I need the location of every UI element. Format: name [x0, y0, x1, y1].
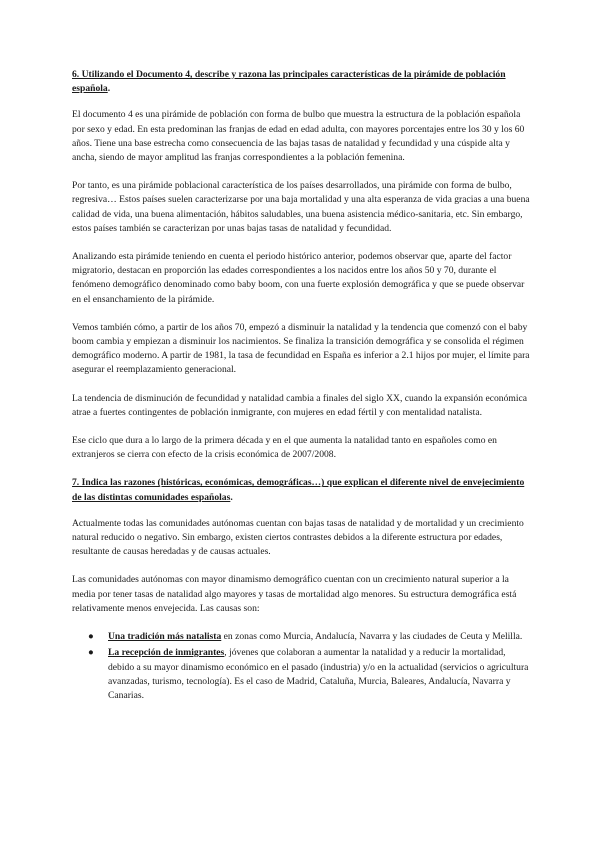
document-page: [72, 68, 530, 705]
q6-paragraph-1: El documento 4 es una pirámide de población con forma de bulbo que muestra la estructura de la población española por sexo y edad. En esta predominan las franjas de edad en edad adulta, con mayores porcentajes entre los 30 y los 60 años. Tiene una base estrecha como consecuencia de las bajas tasas de natalidad y fecundidad y una cúspide alta y ancha, siendo de mayor amplitud las franjas correspondientes a la población femenina.: [72, 109, 525, 164]
list-item-lead: Una tradición más natalista: [108, 631, 222, 643]
list-item: [88, 646, 530, 703]
question-7-heading: [72, 476, 530, 504]
bullet-icon: ●: [88, 647, 94, 659]
q6-paragraph-4: Vemos también cómo, a partir de los años 70, empezó a disminuir la natalidad y la tendencia que comenzó con el baby boom cambia y empiezan a disminuir los nacimientos. Se finaliza la transición demográfica y se consolida el régimen demográfico moderno. A partir de 1981, la tasa de fecundidad en España es inferior a 2.1 hijos por mujer, el límite para asegurar el reemplazamiento generacional.: [72, 321, 530, 376]
q6-paragraph-6: Ese ciclo que dura a lo largo de la primera década y en el que aumenta la natalidad tanto en españoles como en extranjeros se cierra con efecto de la crisis económica de 2007/2008.: [72, 435, 497, 461]
q6-paragraph-5: La tendencia de disminución de fecundidad y natalidad cambia a finales del siglo XX, cuando la expansión económica atrae a fuertes contingentes de población inmigrante, con mujeres en edad fértil y con mentalidad natalista.: [72, 392, 528, 418]
list-item: [88, 630, 530, 644]
q7-paragraph-2: Las comunidades autónomas con mayor dinamismo demográfico cuentan con un crecimiento natural superior a la media por tener tasas de natalidad algo mayores y tasas de mortalidad algo menores. Su estructura demográfica está relativamente menos envejecida. Las causas son:: [72, 574, 517, 614]
list-item-lead: La recepción de inmigrantes: [108, 647, 225, 659]
list-item-text: , jóvenes que colaboran a aumentar la natalidad y a reducir la mortalidad, debido a su mayor dinamismo económico en el pasado (industria) y/o en la actualidad (servicios o agricultura avanzadas, turismo, tecnología). Es el caso de Madrid, Cataluña, Murcia, Baleares, Andalucía, Navarra y Canarias.: [108, 647, 529, 701]
list-item-text: en zonas como Murcia, Andalucía, Navarra y las ciudades de Ceuta y Melilla.: [221, 631, 523, 643]
q6-paragraph-2: Por tanto, es una pirámide poblacional característica de los países desarrollados, una pirámide con forma de bulbo, regresiva… Estos países suelen caracterizarse por una baja mortalidad y una alta esperanza de vida gracias a una buena calidad de vida, una buena alimentación, hábitos saludables, una buena asistencia médico-sanitaria, etc. Sin embargo, estos países también se caracterizan por unas bajas tasas de natalidad y fecundidad.: [72, 180, 530, 234]
question-6-heading-period: .: [107, 83, 111, 95]
question-6-heading: [72, 68, 530, 96]
q7-paragraph-1: Actualmente todas las comunidades autónomas cuentan con bajas tasas de natalidad y de mortalidad y un crecimiento natural reducido o negativo. Sin embargo, existen ciertos contrastes debidos a la diferente estructura por edades, resultante de causas heredadas y de causas actuales.: [72, 517, 524, 558]
bullet-icon: ●: [88, 631, 94, 643]
question-7-heading-text: 7. Indica las razones (históricas, económicas, demográficas…) que explican el diferente nivel de envejecimiento de las distintas comunidades españolas: [72, 477, 525, 503]
question-6-heading-text: 6. Utilizando el Documento 4, describe y razona las principales características de la pirámide de población española: [72, 69, 506, 95]
causes-list: [72, 630, 530, 703]
q6-paragraph-3: Analizando esta pirámide teniendo en cuenta el periodo histórico anterior, podemos observar que, aparte del factor migratorio, destacan en proporción las edades correspondientes a los nacidos entre los años 50 y 70, durante el fenómeno demográfico denominado como baby boom, con una fuerte explosión demográfica y que se puede observar en el ensanchamiento de la pirámide.: [72, 251, 525, 305]
question-7-heading-period: .: [230, 491, 233, 503]
